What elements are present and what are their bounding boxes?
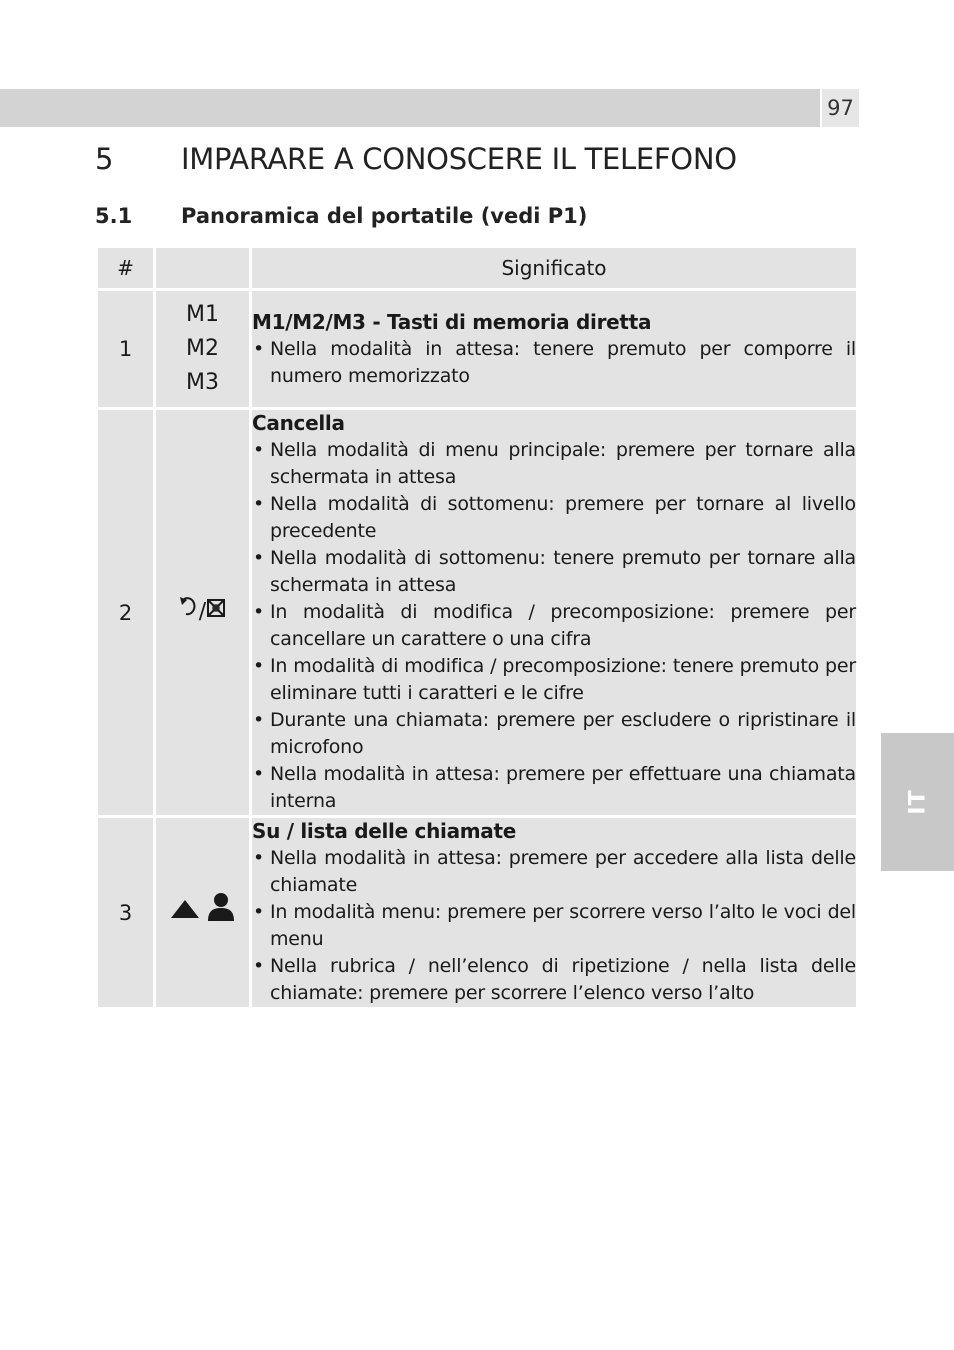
row-description bbox=[252, 818, 856, 1007]
key-label-m2: M2 bbox=[186, 336, 219, 361]
row-number: 1 bbox=[98, 291, 153, 407]
list-item: • In modalità di modifica / precomposizione: premere per cancellare un carattere o una cifra bbox=[252, 599, 856, 653]
list-item: • Nella modalità di menu principale: premere per tornare alla schermata in attesa bbox=[252, 437, 856, 491]
chapter-title: IMPARARE A CONOSCERE IL TELEFONO bbox=[181, 142, 737, 176]
handset-overview-table bbox=[95, 245, 859, 1010]
language-tab-label: IT bbox=[905, 789, 930, 815]
list-item: • Nella rubrica / nell’elenco di ripetizione / nella lista delle chiamate: premere per scorrere l’elenco verso l’alto bbox=[252, 953, 856, 1007]
list-item: • Nella modalità di sottomenu: premere per tornare al livello precedente bbox=[252, 491, 856, 545]
row-bullets bbox=[252, 336, 856, 390]
table-row bbox=[98, 818, 856, 1007]
language-tab bbox=[881, 733, 954, 871]
list-item: • In modalità di modifica / precomposizione: tenere premuto per eliminare tutti i caratteri e le cifre bbox=[252, 653, 856, 707]
row-key bbox=[156, 410, 249, 815]
page-number: 97 bbox=[822, 89, 859, 127]
person-icon bbox=[207, 892, 235, 933]
list-item: • Nella modalità in attesa: premere per effettuare una chiamata interna bbox=[252, 761, 856, 815]
row-bullets bbox=[252, 437, 856, 815]
list-item: • Nella modalità in attesa: tenere premuto per comporre il numero memorizzato bbox=[252, 336, 856, 390]
key-label-m1: M1 bbox=[186, 302, 219, 327]
mute-microphone-icon bbox=[206, 596, 226, 630]
row-description bbox=[252, 291, 856, 407]
row-title: Cancella bbox=[252, 411, 345, 435]
row-bullets bbox=[252, 845, 856, 1007]
list-item: • Nella modalità in attesa: premere per accedere alla lista delle chiamate bbox=[252, 845, 856, 899]
row-number: 3 bbox=[98, 818, 153, 1007]
row-title: Su / lista delle chiamate bbox=[252, 819, 517, 843]
up-triangle-icon bbox=[170, 896, 200, 930]
row-description bbox=[252, 410, 856, 815]
header-bar bbox=[0, 89, 820, 127]
chapter-number: 5 bbox=[95, 142, 114, 176]
list-item: • Nella modalità di sottomenu: tenere premuto per tornare alla schermata in attesa bbox=[252, 545, 856, 599]
header-meaning: Significato bbox=[252, 248, 856, 288]
table-row bbox=[98, 291, 856, 407]
table-header-row bbox=[98, 248, 856, 288]
back-arrow-icon bbox=[179, 595, 199, 630]
section-title: Panoramica del portatile (vedi P1) bbox=[181, 204, 588, 228]
row-number: 2 bbox=[98, 410, 153, 815]
table-row bbox=[98, 410, 856, 815]
list-item: • Durante una chiamata: premere per escludere o ripristinare il microfono bbox=[252, 707, 856, 761]
list-item: • In modalità menu: premere per scorrere verso l’alto le voci del menu bbox=[252, 899, 856, 953]
key-label-m3: M3 bbox=[186, 370, 219, 395]
header-key bbox=[156, 248, 249, 288]
key-separator: / bbox=[198, 599, 207, 625]
row-title: M1/M2/M3 - Tasti di memoria diretta bbox=[252, 309, 652, 334]
row-key bbox=[156, 291, 249, 407]
row-key bbox=[156, 818, 249, 1007]
header-number: # bbox=[98, 248, 153, 288]
section-number: 5.1 bbox=[95, 204, 133, 228]
